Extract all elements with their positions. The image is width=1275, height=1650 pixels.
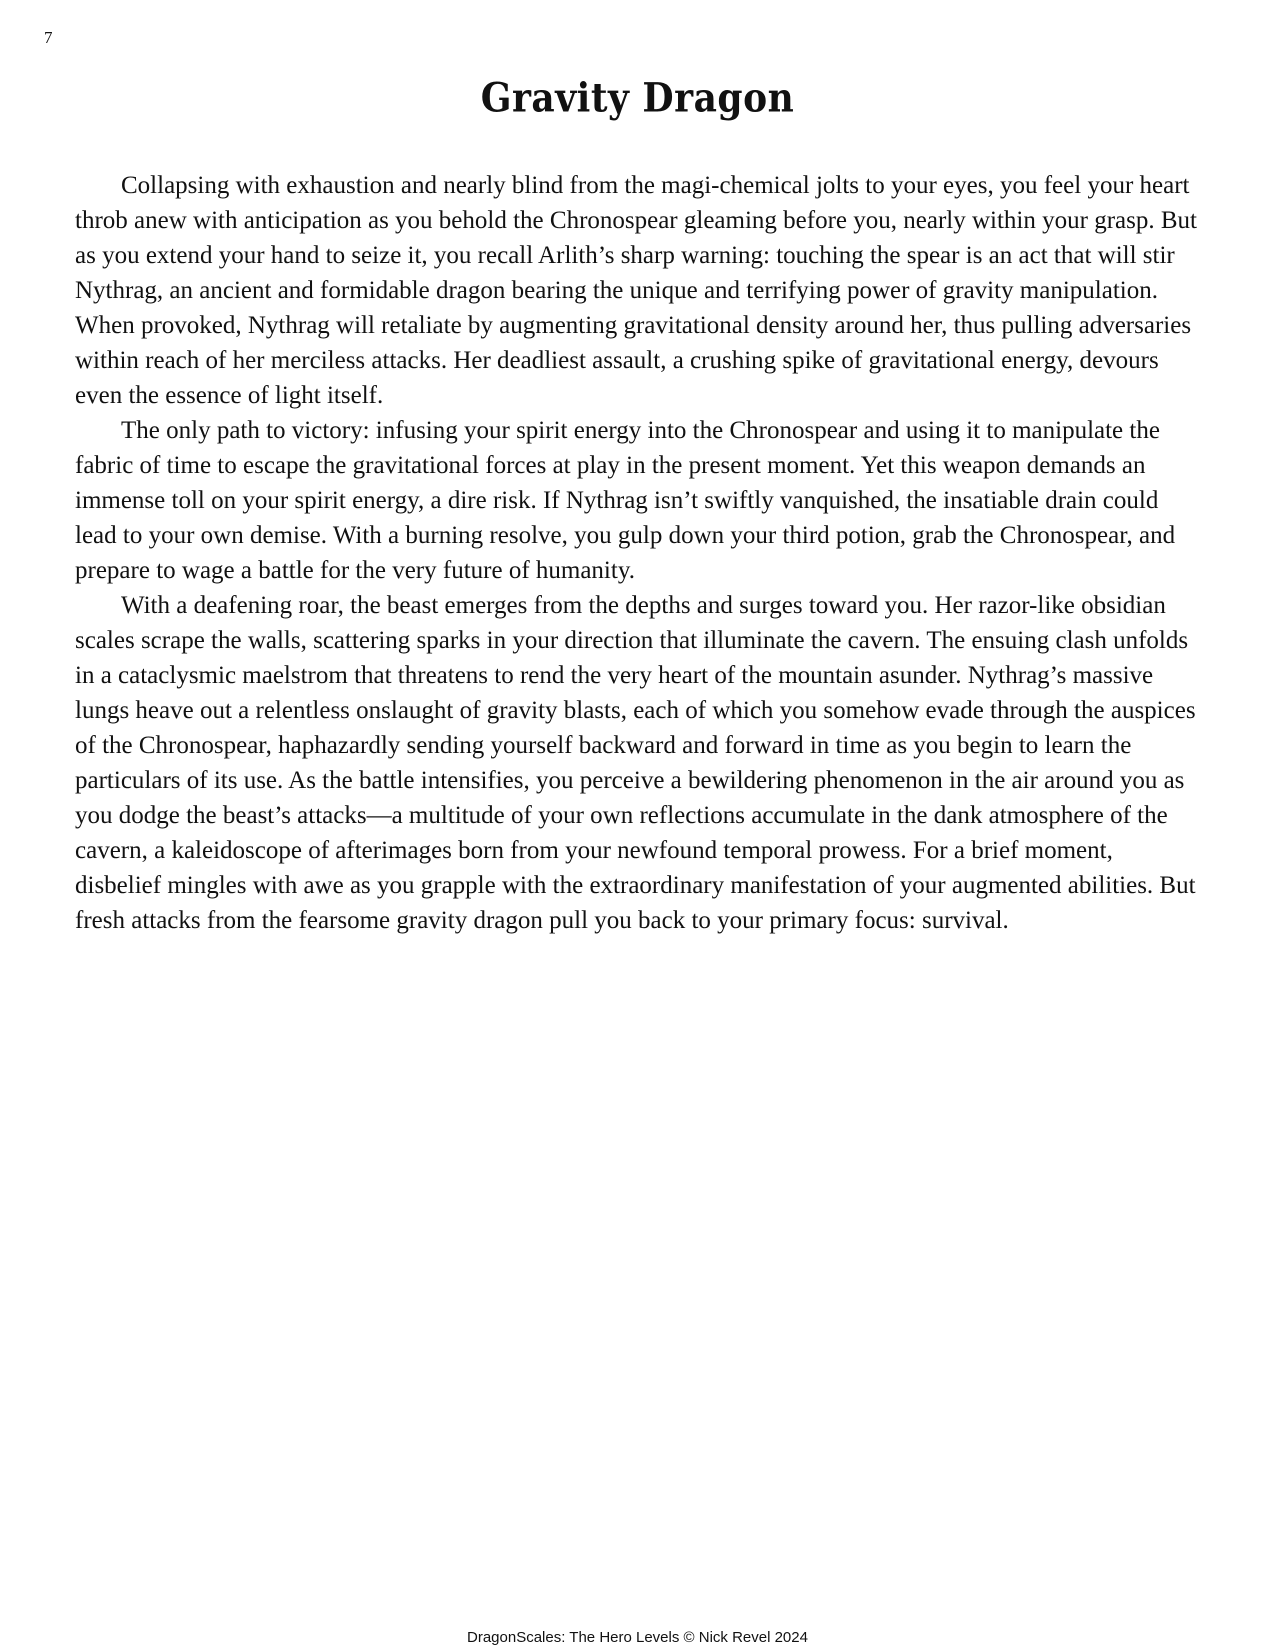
page-footer: DragonScales: The Hero Levels © Nick Revel 2024	[467, 1629, 808, 1646]
page-number: 7	[44, 28, 53, 47]
paragraph-2: The only path to victory: infusing your spirit energy into the Chronospear and using it to manipulate the fabric of time to escape the gravitational forces at play in the present moment. Yet this weapon demands an immense toll on your spirit energy, a dire risk. If Nythrag isn’t swiftly vanquished, the insatiable drain could lead to your own demise. With a burning resolve, you gulp down your third potion, grab the Chronospear, and prepare to wage a battle for the very future of humanity.	[75, 417, 1176, 584]
paragraph-1: Collapsing with exhaustion and nearly blind from the magi-chemical jolts to your eyes, you feel your heart throb anew with anticipation as you behold the Chronospear gleaming before you, nearly within your grasp. But as you extend your hand to seize it, you recall Arlith’s sharp warning: touching the spear is an act that will stir Nythrag, an ancient and formidable dragon bearing the unique and terrifying power of gravity manipulation. When provoked, Nythrag will retaliate by augmenting gravitational density around her, thus pulling adversaries within reach of her merciless attacks. Her deadliest assault, a crushing spike of gravitational energy, devours even the essence of light itself.	[75, 172, 1197, 409]
chapter-title: Gravity Dragon	[480, 74, 795, 122]
paragraph-3: With a deafening roar, the beast emerges from the depths and surges toward you. Her razor-like obsidian scales scrape the walls, scattering sparks in your direction that illuminate the cavern. The ensuing clash unfolds in a cataclysmic maelstrom that threatens to rend the very heart of the mountain asunder. Nythrag’s massive lungs heave out a relentless onslaught of gravity blasts, each of which you somehow evade through the auspices of the Chronospear, haphazardly sending yourself backward and forward in time as you begin to learn the particulars of its use. As the battle intensifies, you perceive a bewildering phenomenon in the air around you as you dodge the beast’s attacks—a multitude of your own reflections accumulate in the dank atmosphere of the cavern, a kaleidoscope of afterimages born from your newfound temporal prowess. For a brief moment, disbelief mingles with awe as you grapple with the extraordinary manifestation of your augmented abilities. But fresh attacks from the fearsome gravity dragon pull you back to your primary focus: survival.	[75, 592, 1196, 934]
body-text	[75, 168, 1205, 938]
